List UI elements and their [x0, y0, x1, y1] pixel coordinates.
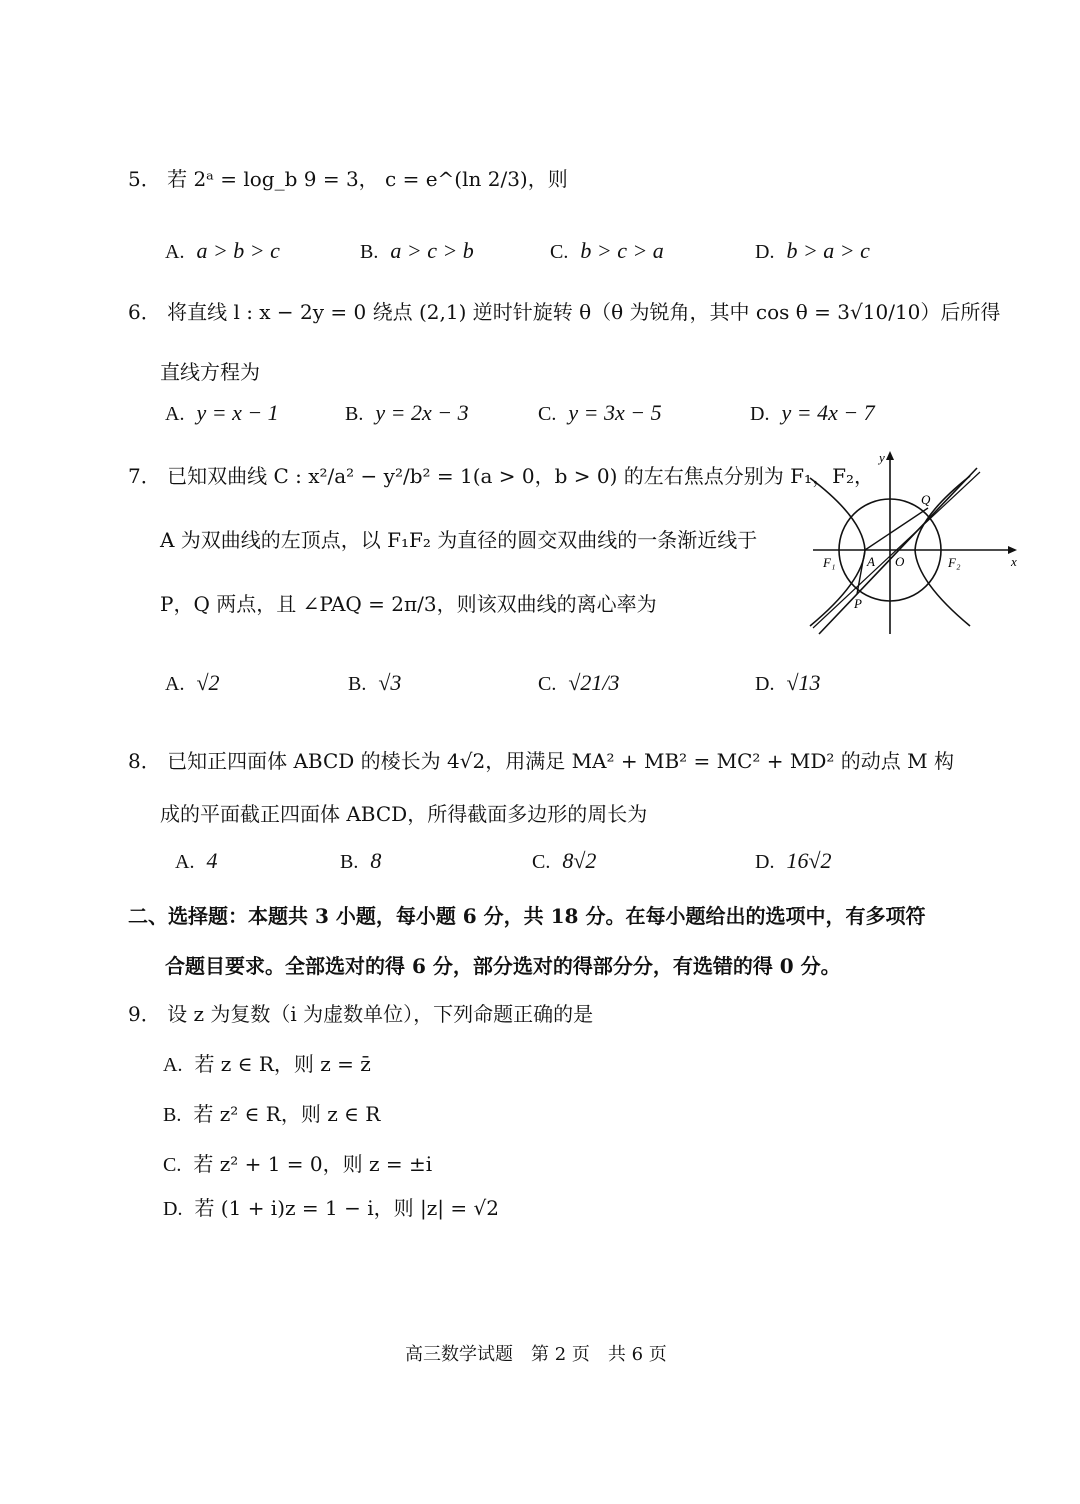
q7-option-c-label: C. — [538, 673, 557, 695]
q7-stem-line3: P，Q 两点，且 ∠PAQ = 2π/3，则该双曲线的离心率为 — [160, 592, 657, 616]
q9-option-c — [163, 1148, 432, 1177]
q8-option-b-label: B. — [340, 851, 359, 873]
q5-number: 5． — [128, 167, 161, 191]
q8-option-b-text: 8 — [370, 848, 382, 873]
q5-option-b-label: B. — [360, 241, 379, 263]
label-x: x — [1011, 554, 1017, 569]
q9-option-c-label: C. — [163, 1154, 182, 1176]
q6-number: 6． — [128, 300, 161, 324]
q8-stem-line2: 成的平面截正四面体 ABCD，所得截面多边形的周长为 — [160, 802, 648, 826]
q6-text1: 将直线 l : x − 2y = 0 绕点 (2,1) 逆时针旋转 θ（θ 为锐角，其中 cos θ = 3√10/10）后所得 — [167, 300, 1001, 324]
q8-text1: 已知正四面体 ABCD 的棱长为 4√2，用满足 MA² + MB² = MC² + MD² 的动点 M 构 — [167, 749, 954, 773]
q5-option-a — [165, 238, 280, 264]
q5-option-a-label: A. — [165, 241, 185, 263]
q6-option-b — [345, 400, 469, 426]
q5-option-b-text: a > c > b — [390, 238, 474, 263]
q7-stem-line2: A 为双曲线的左顶点，以 F₁F₂ 为直径的圆交双曲线的一条渐近线于 — [160, 528, 758, 552]
q7-option-a-text: √2 — [196, 670, 220, 695]
q7-text1: 已知双曲线 C : x²/a² − y²/b² = 1(a > 0，b > 0) 的左右焦点分别为 F₁，F₂， — [167, 464, 874, 488]
q6-option-d-text: y = 4x − 7 — [781, 400, 875, 425]
q8-option-c-text: 8√2 — [562, 848, 597, 873]
q7-option-d — [755, 670, 821, 696]
q6-option-d-label: D. — [750, 403, 770, 425]
q5-stem — [128, 165, 568, 193]
q6-option-c-text: y = 3x − 5 — [568, 400, 662, 425]
q7-option-c — [538, 670, 620, 696]
q9-number: 9． — [128, 1002, 161, 1026]
q5-option-d — [755, 238, 870, 264]
q6-option-b-text: y = 2x − 3 — [375, 400, 469, 425]
label-q: Q — [921, 492, 931, 507]
q9-option-d — [163, 1192, 499, 1221]
q5-text: 若 2ᵃ = log_b 9 = 3， c = e^(ln 2/3)，则 — [167, 167, 568, 191]
q8-option-a — [175, 848, 217, 874]
q5-option-c — [550, 238, 664, 264]
q9-option-b-text: 若 z² ∈ R，则 z ∈ R — [193, 1102, 381, 1126]
q8-option-d — [755, 848, 832, 874]
label-p: P — [854, 596, 862, 611]
q9-option-a — [163, 1048, 371, 1077]
q6-option-c — [538, 400, 662, 426]
label-f2: F₂ — [948, 555, 961, 570]
q9-text: 设 z 为复数（i 为虚数单位），下列命题正确的是 — [167, 1002, 594, 1026]
label-f1: F₁ — [823, 555, 836, 570]
label-o: O — [895, 554, 905, 569]
q8-option-b — [340, 848, 381, 874]
q7-number: 7． — [128, 464, 161, 488]
q7-option-b-label: B. — [348, 673, 367, 695]
q6-option-b-label: B. — [345, 403, 364, 425]
q7-option-b — [348, 670, 401, 696]
q9-option-a-label: A. — [163, 1054, 183, 1076]
q8-option-c-label: C. — [532, 851, 551, 873]
asymptote-1 — [819, 468, 977, 634]
q7-option-d-label: D. — [755, 673, 775, 695]
q8-option-c — [532, 848, 596, 874]
q5-option-c-text: b > c > a — [580, 238, 664, 263]
q7-option-d-text: √13 — [786, 670, 821, 695]
q5-option-b — [360, 238, 474, 264]
q9-option-c-text: 若 z² + 1 = 0，则 z = ±i — [193, 1152, 433, 1176]
q8-option-d-label: D. — [755, 851, 775, 873]
q8-stem-line1 — [128, 747, 954, 775]
q5-option-a-text: a > b > c — [196, 238, 280, 263]
q8-option-d-text: 16√2 — [786, 848, 832, 873]
q9-option-d-label: D. — [163, 1198, 183, 1220]
y-axis-arrow — [886, 451, 894, 460]
section2-heading-line2: 合题目要求。全部选对的得 6 分，部分选对的得部分分，有选错的得 0 分。 — [165, 954, 841, 978]
q6-option-a-text: y = x − 1 — [196, 400, 279, 425]
x-axis-arrow — [1008, 546, 1017, 554]
q7-option-a — [165, 670, 220, 696]
q5-option-c-label: C. — [550, 241, 569, 263]
q7-option-b-text: √3 — [378, 670, 402, 695]
q8-number: 8． — [128, 749, 161, 773]
q5-option-d-label: D. — [755, 241, 775, 263]
q7-option-a-label: A. — [165, 673, 185, 695]
q6-stem-line1 — [128, 298, 1000, 326]
q6-option-a — [165, 400, 279, 426]
section2-heading-line1: 二、选择题：本题共 3 小题，每小题 6 分，共 18 分。在每小题给出的选项中，有多项符 — [128, 904, 926, 928]
q6-option-c-label: C. — [538, 403, 557, 425]
q6-stem-line2: 直线方程为 — [160, 360, 260, 384]
q8-option-a-label: A. — [175, 851, 195, 873]
q8-option-a-text: 4 — [206, 848, 218, 873]
label-y: y — [879, 450, 885, 465]
hyperbola-figure — [805, 448, 1025, 638]
q7-option-c-text: √21/3 — [568, 670, 620, 695]
q6-option-a-label: A. — [165, 403, 185, 425]
q7-stem-line1 — [128, 462, 874, 490]
q9-option-d-text: 若 (1 + i)z = 1 − i，则 |z| = √2 — [194, 1196, 499, 1220]
label-a: A — [867, 554, 875, 569]
q6-option-d — [750, 400, 875, 426]
q9-option-a-text: 若 z ∈ R，则 z = z̄ — [194, 1052, 371, 1076]
q5-option-d-text: b > a > c — [786, 238, 870, 263]
page-footer: 高三数学试题 第 2 页 共 6 页 — [405, 1344, 667, 1365]
q9-option-b-label: B. — [163, 1104, 182, 1126]
q9-stem — [128, 1000, 593, 1028]
q9-option-b — [163, 1098, 380, 1127]
